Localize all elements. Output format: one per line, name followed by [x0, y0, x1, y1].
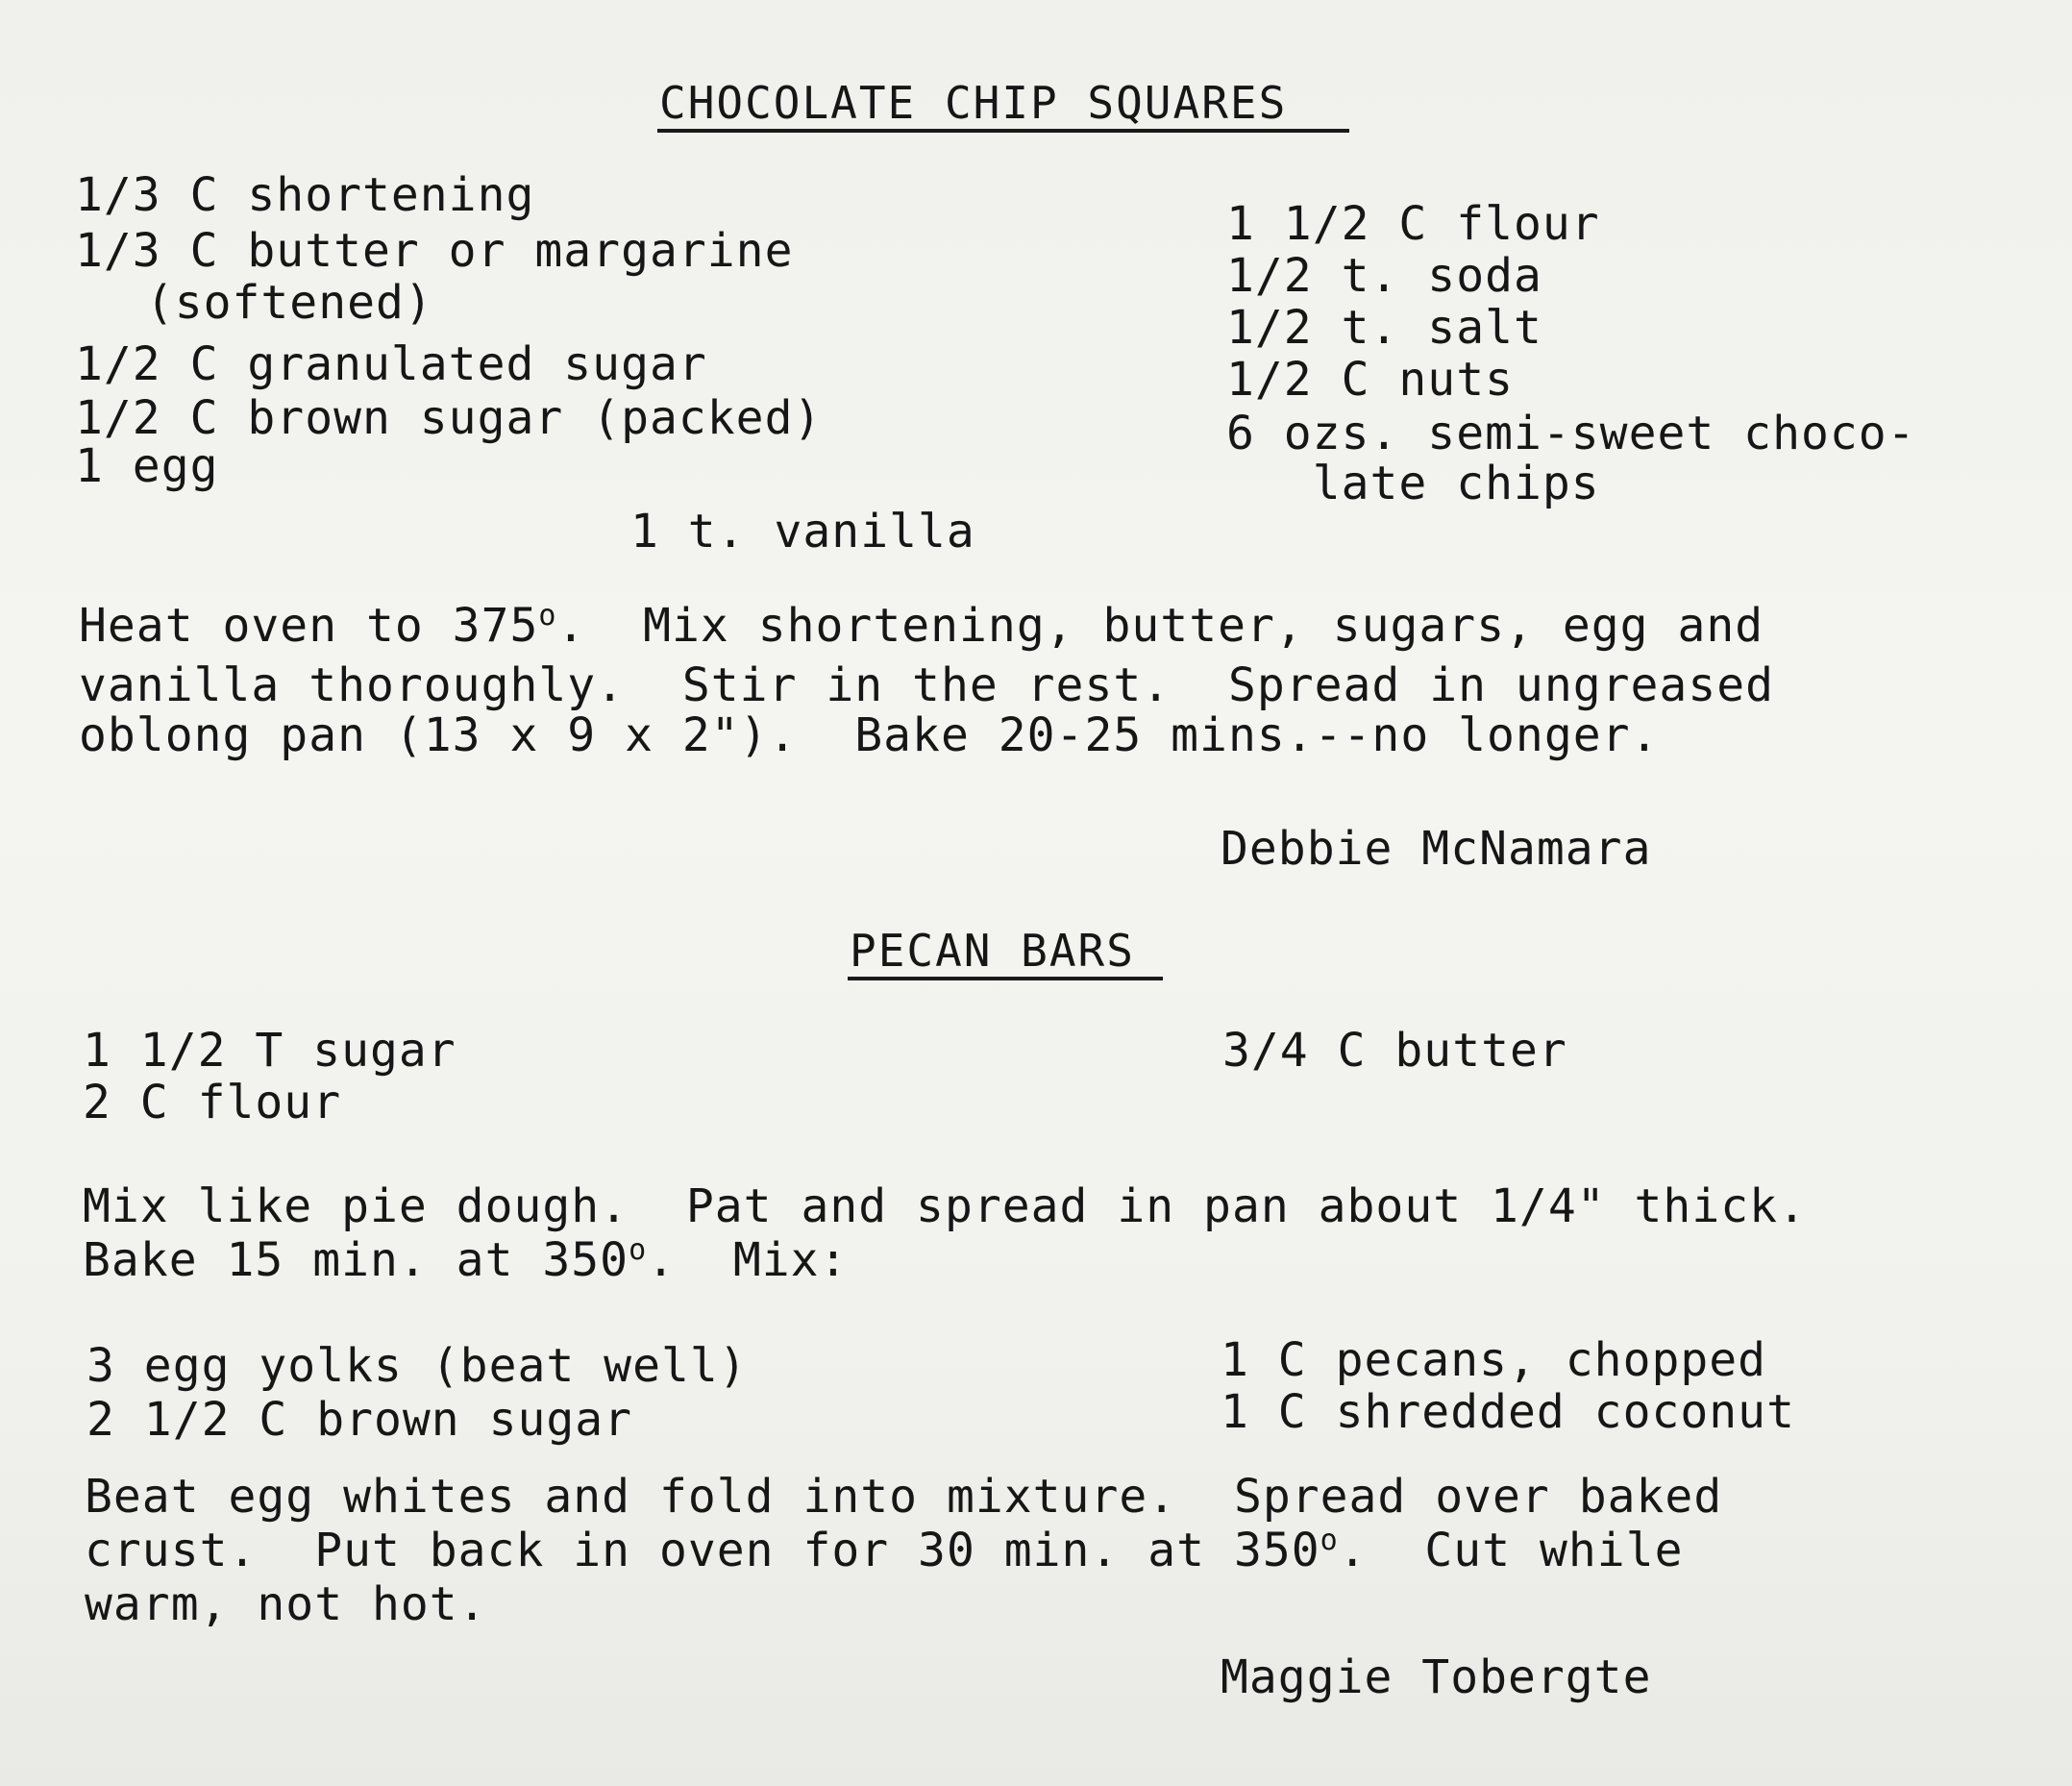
ingredient-line: 1 egg [75, 439, 219, 493]
ingredient-line: 6 ozs. semi-sweet choco- [1226, 407, 1916, 460]
instruction-text: Bake 15 min. at 350 [83, 1233, 629, 1287]
degree-symbol: o [629, 1233, 648, 1267]
instruction-line: vanilla thoroughly. Stir in the rest. Spread in ungreased [79, 658, 1775, 712]
ingredient-line: 1/2 t. salt [1226, 301, 1542, 355]
ingredient-line: 1/2 t. soda [1226, 249, 1542, 303]
instruction-line [83, 1234, 848, 1286]
ingredient-line: 3/4 C butter [1222, 1024, 1567, 1078]
instruction-text: . Cut while [1338, 1524, 1684, 1577]
ingredient-line: late chips [1226, 457, 1600, 510]
ingredient-line: 1 C pecans, chopped [1221, 1333, 1767, 1387]
title-underline [848, 977, 1163, 980]
ingredient-line: 1/2 C brown sugar (packed) [75, 391, 823, 445]
ingredient-line: 1 C shredded coconut [1221, 1385, 1795, 1439]
instruction-text: . Mix shortening, butter, sugars, egg and [556, 599, 1764, 653]
instruction-line: oblong pan (13 x 9 x 2"). Bake 20-25 mins.--no longer. [79, 708, 1660, 762]
title-underline [657, 129, 1349, 133]
ingredient-line: 1/3 C shortening [75, 168, 535, 222]
instruction-line: Mix like pie dough. Pat and spread in pan about 1/4" thick. [83, 1179, 1807, 1233]
ingredient-line: 2 C flour [83, 1076, 342, 1129]
ingredient-line: 1/2 C nuts [1226, 353, 1514, 407]
ingredient-line: 1 1/2 T sugar [83, 1024, 456, 1078]
degree-symbol: o [1320, 1524, 1339, 1557]
ingredient-vanilla: 1 t. vanilla [630, 505, 975, 558]
instruction-line: warm, not hot. [85, 1577, 487, 1631]
instruction-text: crust. Put back in oven for 30 min. at 350 [85, 1524, 1320, 1577]
ingredient-line: 1/3 C butter or margarine [75, 224, 794, 278]
bleed-through-texture [77, 10, 1195, 62]
ingredient-line: 1/2 C granulated sugar [75, 337, 707, 391]
ingredient-line: 3 egg yolks (beat well) [86, 1339, 748, 1393]
recipe-title-chocolate-chip-squares: CHOCOLATE CHIP SQUARES [659, 77, 1288, 129]
ingredient-line: 2 1/2 C brown sugar [86, 1393, 633, 1447]
ingredient-line: (softened) [88, 276, 433, 330]
ingredient-line: 1 1/2 C flour [1226, 197, 1600, 251]
degree-symbol: o [538, 599, 557, 633]
recipe-author: Debbie McNamara [1221, 822, 1652, 876]
instruction-line [85, 1525, 1683, 1576]
instruction-line [79, 600, 1764, 652]
instruction-line: Beat egg whites and fold into mixture. Spread over baked [85, 1470, 1723, 1524]
recipe-title-pecan-bars: PECAN BARS [850, 925, 1135, 977]
instruction-text: Heat oven to 375 [79, 599, 539, 653]
recipe-author: Maggie Tobergte [1221, 1650, 1652, 1704]
instruction-text: . Mix: [647, 1233, 849, 1287]
